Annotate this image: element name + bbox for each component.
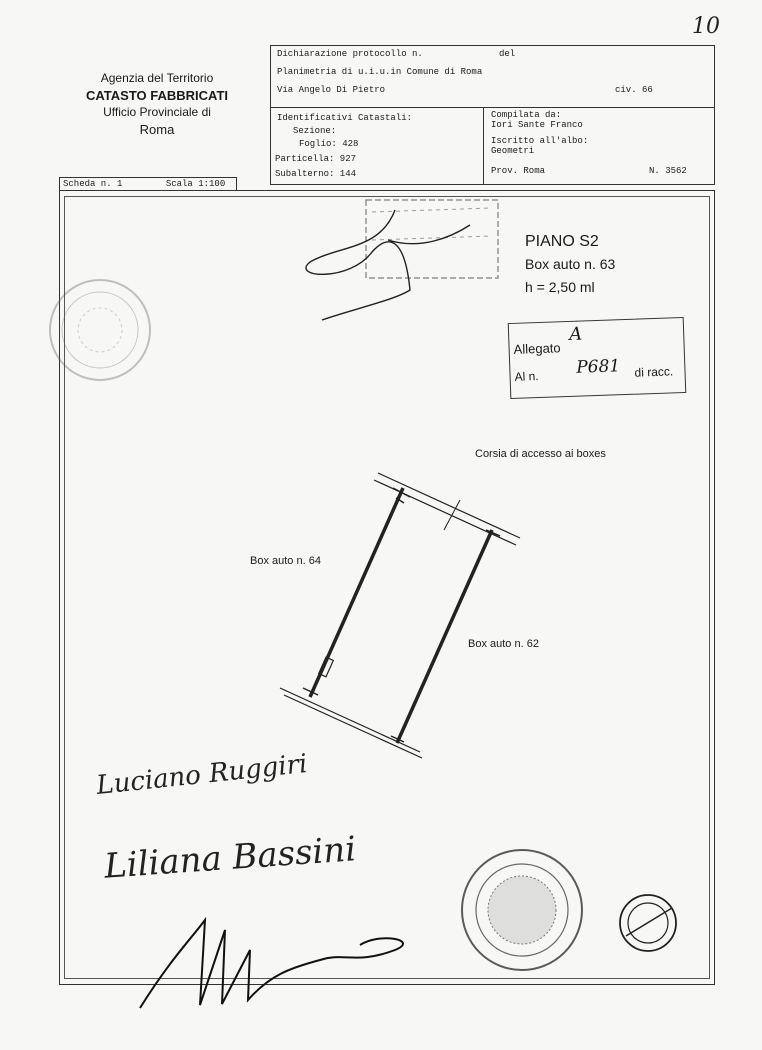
province-label: Prov. Roma: [491, 166, 546, 176]
foglio-value: Foglio: 428: [299, 139, 359, 149]
registration-mark-icon: [620, 895, 676, 951]
subalterno-value: Subalterno: 144: [275, 169, 357, 179]
access-lane-label: Corsia di accesso ai boxes: [475, 448, 606, 460]
floor-label: PIANO S2: [525, 233, 599, 250]
notary-signature-icon: [140, 920, 403, 1008]
dichiarazione-label: Dichiarazione protocollo n.: [277, 49, 423, 59]
address-text: Via Angelo Di Pietro: [277, 85, 386, 95]
office-city: Roma: [139, 122, 175, 137]
page-number: 10: [692, 14, 720, 39]
box-64-label: Box auto n. 64: [250, 555, 321, 567]
scheda-number: Scheda n. 1: [63, 179, 123, 189]
rubber-stamp-icon: [366, 200, 498, 278]
allegato-label: Allegato: [513, 340, 561, 357]
catasto-title: CATASTO FABBRICATI: [85, 88, 229, 103]
stamp-signature-icon: [306, 210, 470, 320]
compilata-label: Compilata da:: [491, 110, 562, 120]
del-label: del: [499, 49, 516, 59]
allegato-letter: A: [568, 323, 583, 345]
allegato-al-n: Al n.: [514, 369, 539, 384]
box-62-label: Box auto n. 62: [468, 638, 539, 650]
sezione-label: Sezione:: [293, 126, 337, 136]
office-label: Ufficio Provinciale di: [103, 105, 211, 119]
registration-number: N. 3562: [649, 166, 687, 176]
signature-one: Luciano Ruggiri: [95, 749, 309, 801]
allegato-stamp: [508, 317, 687, 399]
agency-name: Agenzia del Territorio: [100, 71, 214, 85]
allegato-number: P681: [575, 356, 621, 378]
seal-top-left-icon: [50, 280, 150, 380]
ceiling-height: h = 2,50 ml: [525, 279, 595, 295]
allegato-suffix: di racc.: [634, 364, 674, 380]
planimetria-text: Planimetria di u.i.u.in Comune di Roma: [277, 67, 483, 77]
floor-info: [525, 230, 615, 299]
scale-label: Scala 1:100: [165, 179, 226, 189]
box-number: Box auto n. 63: [525, 256, 616, 272]
civic-number: civ. 66: [615, 85, 653, 95]
signature-two: Liliana Bassini: [102, 829, 358, 887]
identificativi-label: Identificativi Catastali:: [277, 113, 413, 123]
iscritto-label: Iscritto all'albo:: [491, 136, 589, 146]
floor-plan: [280, 473, 520, 758]
particella-value: Particella: 927: [275, 154, 357, 164]
iscritto-value: Geometri: [491, 146, 535, 156]
compilata-name: Iori Sante Franco: [491, 120, 583, 130]
notary-seal-icon: [462, 850, 582, 970]
